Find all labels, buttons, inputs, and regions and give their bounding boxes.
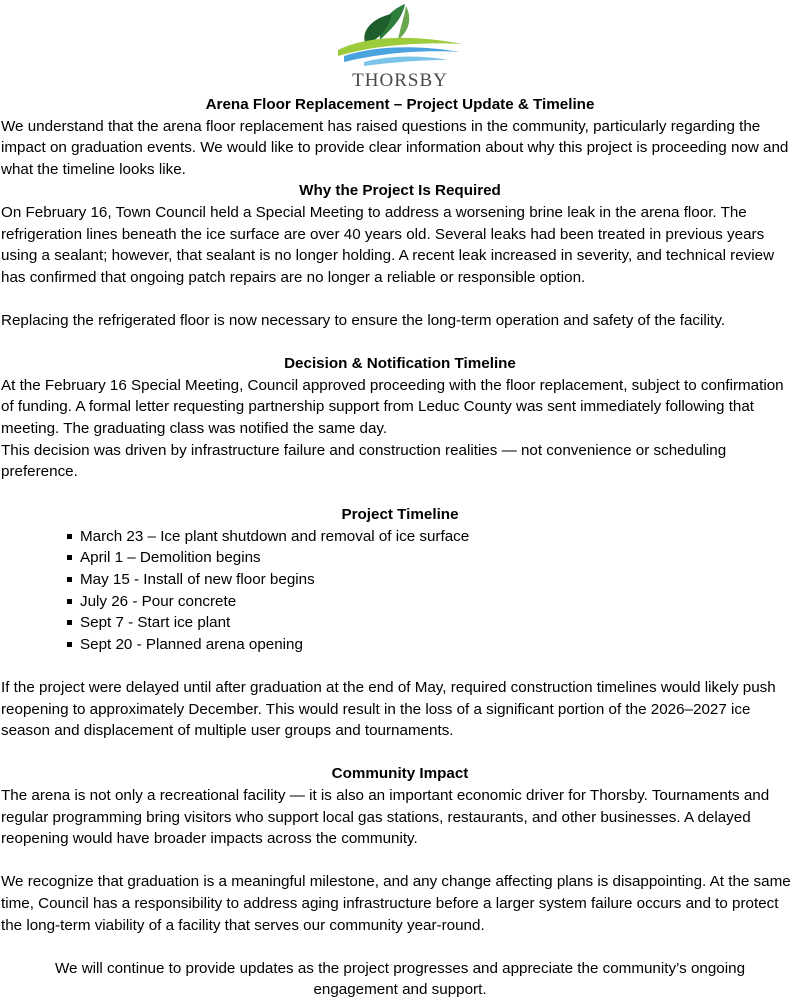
decision-paragraph-2: This decision was driven by infrastructure failure and construction realities — not convenience or scheduling preference.: [1, 441, 727, 481]
list-item: Sept 7 - Start ice plant: [80, 612, 800, 634]
timeline-after-paragraph: If the project were delayed until after graduation at the end of May, required construction timelines would likely push reopening to approximately December. This would result in the loss of a significant portion of the 2026–2027 ice season and displacement of multiple user groups and tournaments.: [1, 679, 776, 740]
svg-text:THORSBY: THORSBY: [352, 70, 448, 91]
page-title: Arena Floor Replacement – Project Update & Timeline: [205, 96, 595, 113]
timeline-heading: Project Timeline: [341, 506, 459, 524]
list-item: May 15 - Install of new floor begins: [80, 569, 800, 591]
why-heading: Why the Project Is Required: [299, 182, 501, 200]
why-paragraph-2: Replacing the refrigerated floor is now necessary to ensure the long-term operation and safety of the facility.: [1, 311, 726, 329]
logo-area: [0, 0, 800, 94]
impact-paragraph-1: The arena is not only a recreational facility — it is also an important economic driver for Thorsby. Tournaments and regular programming bring visitors who support local gas stations, restaurants, and other businesses. A delayed reopening would have broader impacts across the community.: [1, 787, 770, 848]
impact-paragraph-2: We recognize that graduation is a meaningful milestone, and any change affecting plans is disappointing. At the same time, Council has a responsibility to address aging infrastructure before a larger system failure occurs and to protect the long-term viability of a facility that serves our community year-round.: [1, 873, 791, 934]
decision-heading: Decision & Notification Timeline: [284, 355, 516, 373]
list-item: April 1 – Demolition begins: [80, 547, 800, 569]
list-item: March 23 – Ice plant shutdown and removal of ice surface: [80, 526, 800, 548]
decision-paragraph-1: At the February 16 Special Meeting, Council approved proceeding with the floor replacement, subject to confirmation of funding. A formal letter requesting partnership support from Leduc County was sent immediately following that meeting. The graduating class was notified the same day.: [1, 376, 784, 437]
thorsby-logo-icon: [330, 0, 470, 92]
list-item: Sept 20 - Planned arena opening: [80, 634, 800, 656]
intro-paragraph: We understand that the arena floor replacement has raised questions in the community, particularly regarding the impact on graduation events. We would like to provide clear information about why this project is proceeding now and what the timeline looks like.: [1, 117, 789, 178]
timeline-list: [0, 526, 800, 656]
why-paragraph-1: On February 16, Town Council held a Special Meeting to address a worsening brine leak in the arena floor. The refrigeration lines beneath the ice surface are over 40 years old. Several leaks had been treated in previous years using a sealant; however, that sealant is no longer holding. A recent leak increased in severity, and technical review has confirmed that ongoing patch repairs are no longer a reliable or responsible option.: [1, 203, 775, 286]
impact-heading: Community Impact: [331, 765, 469, 783]
closing-paragraph: We will continue to provide updates as the project progresses and appreciate the community’s ongoing engagement and support.: [54, 959, 746, 999]
list-item: July 26 - Pour concrete: [80, 591, 800, 613]
